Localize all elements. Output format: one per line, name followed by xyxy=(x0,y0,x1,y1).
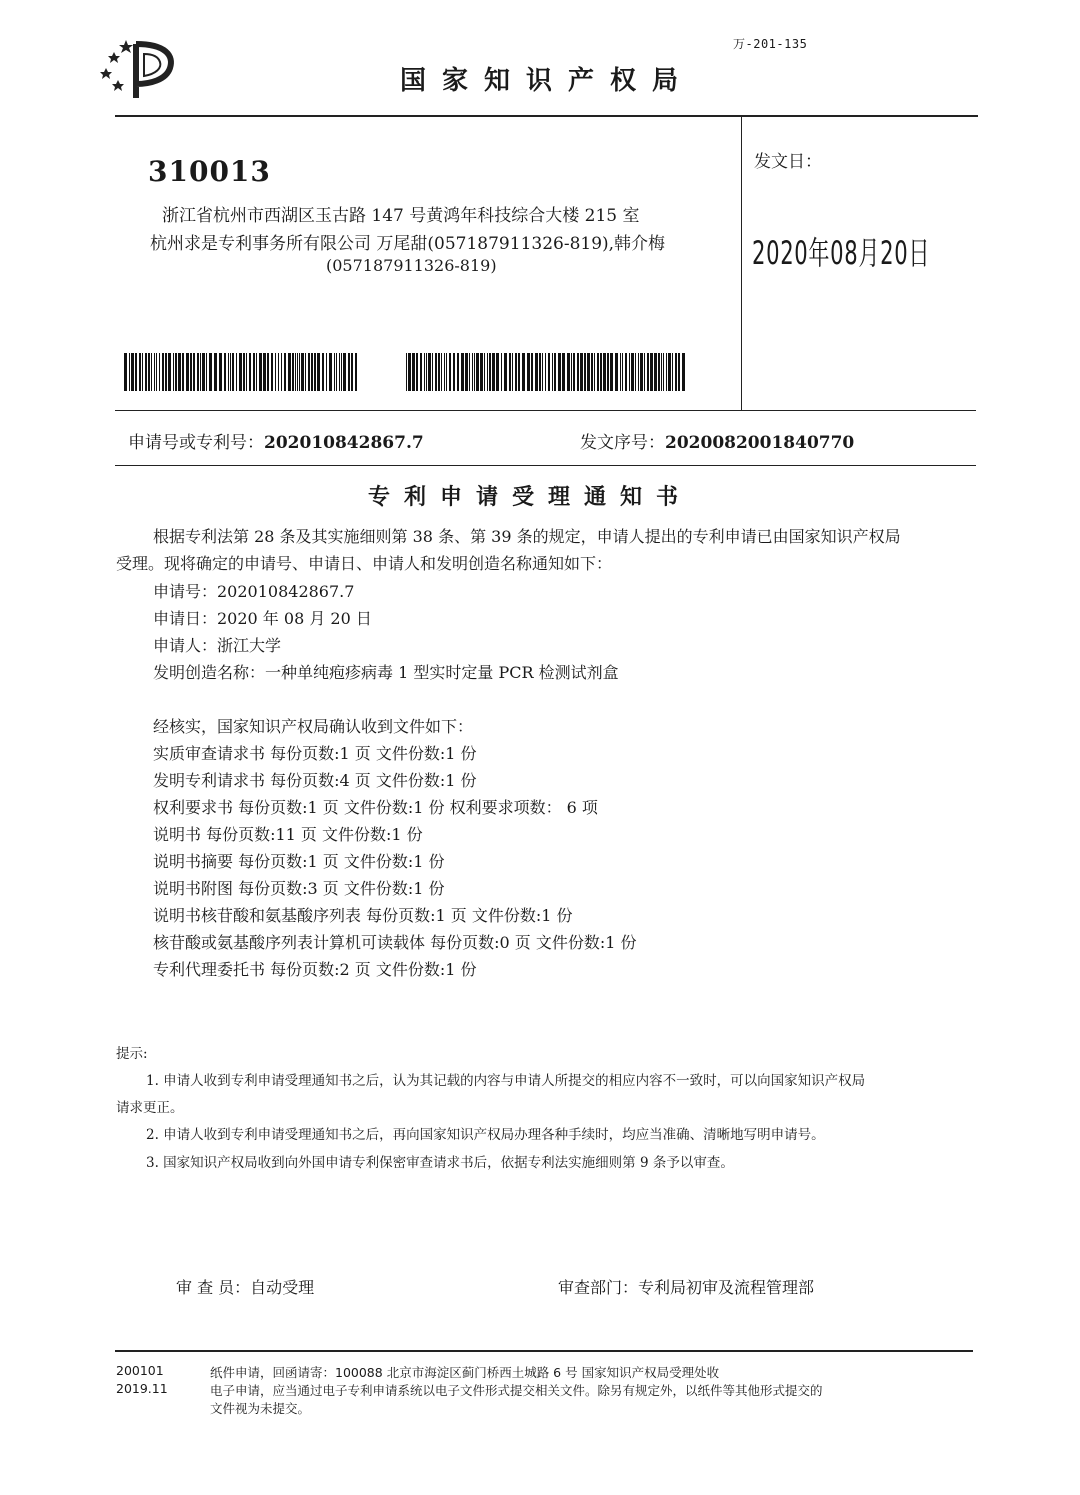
file-item: 说明书核苷酸和氨基酸序列表 每份页数:1 页 文件份数:1 份 xyxy=(153,906,573,925)
application-date-line: 申请日：2020 年 08 月 20 日 xyxy=(153,609,372,628)
barcode-left xyxy=(124,353,358,391)
footer-line-2: 电子申请，应当通过电子专利申请系统以电子文件形式提交相关文件。除另有规定外，以纸件等其他形式提交的 xyxy=(210,1383,823,1398)
footer-line-1: 纸件申请，回函请寄：100088 北京市海淀区蓟门桥西土城路 6 号 国家知识产权局受理处收 xyxy=(210,1365,720,1380)
footer-code-2: 2019.11 xyxy=(116,1381,168,1396)
cnipa-logo-icon xyxy=(96,38,178,102)
barcode-right xyxy=(406,353,688,391)
serial-number-label: 发文序号： xyxy=(580,433,665,453)
file-item: 实质审查请求书 每份页数:1 页 文件份数:1 份 xyxy=(153,744,477,763)
vertical-rule xyxy=(741,116,742,411)
address-line-2: 杭州求是专利事务所有限公司 万尾甜(057187911326-819),韩介梅 xyxy=(150,234,666,254)
send-date-label: 发文日： xyxy=(754,152,822,172)
footer-line-3: 文件视为未提交。 xyxy=(210,1401,311,1416)
document-code: 万-201-135 xyxy=(733,37,808,51)
department: 审查部门：专利局初审及流程管理部 xyxy=(558,1278,815,1297)
applicant-line: 申请人：浙江大学 xyxy=(153,636,282,655)
file-item: 说明书摘要 每份页数:1 页 文件份数:1 份 xyxy=(153,852,445,871)
application-number-line: 申请号：202010842867.7 xyxy=(153,582,355,601)
tips-label: 提示: xyxy=(116,1046,148,1062)
footer-code-1: 200101 xyxy=(116,1363,164,1378)
file-item: 核苷酸或氨基酸序列表计算机可读载体 每份页数:0 页 文件份数:1 份 xyxy=(153,933,637,952)
tip-2: 2. 申请人收到专利申请受理通知书之后，再向国家知识产权局办理各种手续时，均应当准确、清晰地写明申请号。 xyxy=(146,1127,825,1143)
tip-1-line-1: 1. 申请人收到专利申请受理通知书之后，认为其记载的内容与申请人所提交的相应内容不一致时，可以向国家知识产权局 xyxy=(146,1073,866,1089)
notice-title: 专利申请受理通知书 xyxy=(368,484,693,510)
file-item: 发明专利请求书 每份页数:4 页 文件份数:1 份 xyxy=(153,771,477,790)
intro-line-1: 根据专利法第 28 条及其实施细则第 38 条、第 39 条的规定，申请人提出的专利申请已由国家知识产权局 xyxy=(153,527,901,546)
serial-number-value: 2020082001840770 xyxy=(665,433,855,453)
examiner: 审 查 员：自动受理 xyxy=(176,1278,315,1297)
invention-name-line: 发明创造名称：一种单纯疱疹病毒 1 型实时定量 PCR 检测试剂盒 xyxy=(153,663,619,682)
verify-intro: 经核实，国家知识产权局确认收到文件如下： xyxy=(153,717,474,736)
file-item: 说明书 每份页数:11 页 文件份数:1 份 xyxy=(153,825,423,844)
number-rule xyxy=(115,465,976,466)
tip-3: 3. 国家知识产权局收到向外国申请专利保密审查请求书后，依据专利法实施细则第 9 条予以审查。 xyxy=(146,1155,734,1171)
address-line-3: (057187911326-819) xyxy=(326,256,497,275)
tip-1-line-2: 请求更正。 xyxy=(116,1100,184,1116)
file-item: 专利代理委托书 每份页数:2 页 文件份数:1 份 xyxy=(153,960,477,979)
office-title: 国家知识产权局 xyxy=(400,66,695,96)
top-rule xyxy=(115,115,978,117)
application-number-value: 202010842867.7 xyxy=(264,433,424,453)
file-item: 说明书附图 每份页数:3 页 文件份数:1 份 xyxy=(153,879,445,898)
application-number-label: 申请号或专利号： xyxy=(128,433,264,453)
serial-number-row xyxy=(580,428,854,453)
mid-rule xyxy=(115,410,976,411)
address-line-1: 浙江省杭州市西湖区玉古路 147 号黄鸿年科技综合大楼 215 室 xyxy=(162,206,640,226)
postcode: 310013 xyxy=(148,155,271,188)
send-date-value: 2020年08月20日 xyxy=(752,234,931,272)
application-number-row xyxy=(128,428,424,453)
footer-rule xyxy=(115,1350,973,1352)
file-item: 权利要求书 每份页数:1 页 文件份数:1 份 权利要求项数： 6 项 xyxy=(153,798,598,817)
intro-line-2: 受理。现将确定的申请号、申请日、申请人和发明创造名称通知如下： xyxy=(116,554,613,573)
